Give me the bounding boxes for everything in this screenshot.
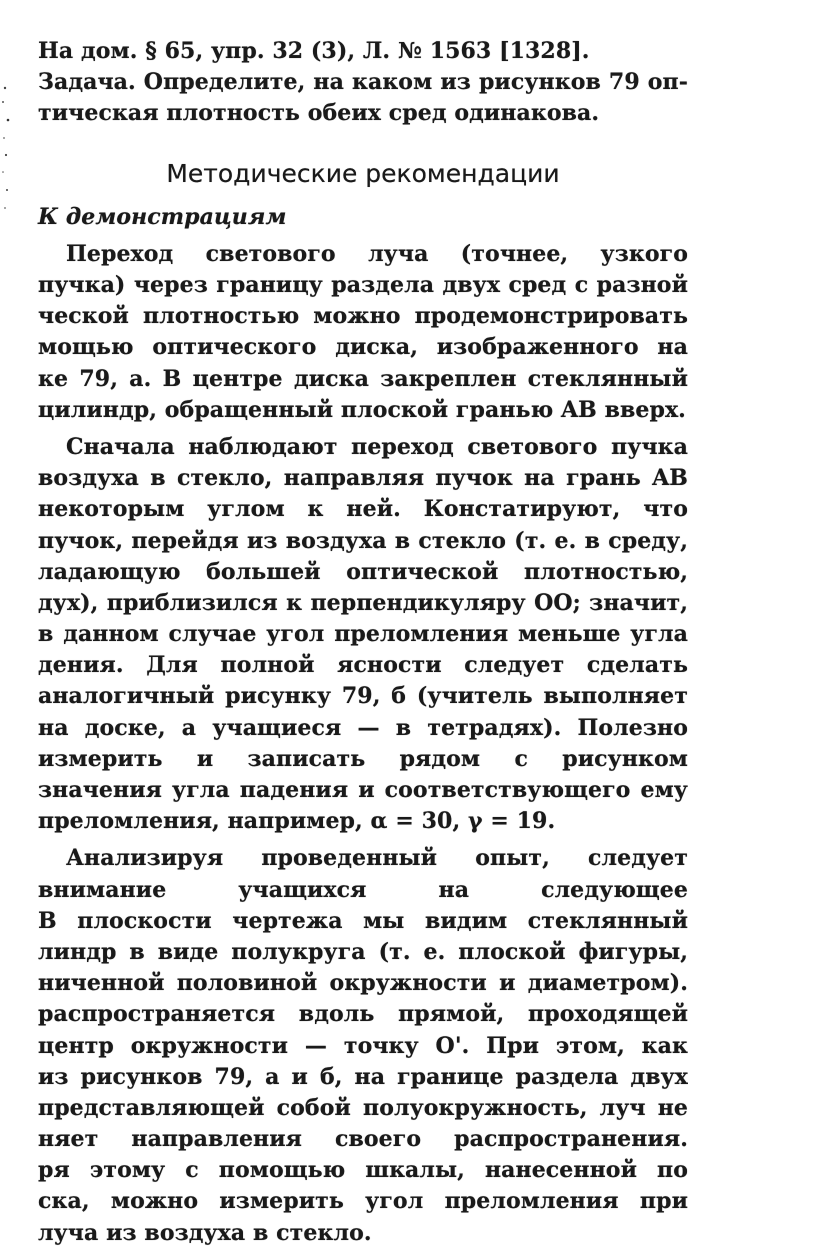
text-line: ладающую большей оптической плотностью,	[38, 558, 688, 585]
text-line: внимание учащихся на следующее	[38, 876, 688, 903]
text-line: Переход светового луча (точнее, узкого	[66, 240, 688, 267]
text-line: ря этому с помощью шкалы, нанесенной по	[38, 1157, 688, 1184]
text-line: цилиндр, обращенный плоской гранью AB вверх.	[38, 396, 686, 423]
text-line: преломления, например, α = 30, γ = 19.	[38, 808, 556, 835]
paragraph-2	[38, 432, 688, 837]
text-line: распространяется вдоль прямой, проходящей	[38, 1001, 688, 1028]
homework-line: На дом. § 65, упр. 32 (3), Л. № 1563 [1328].	[38, 38, 590, 64]
subheading: К демонстрациям	[38, 203, 287, 230]
text-line: значения угла падения и соответствующего ему	[38, 777, 688, 803]
text-line: в данном случае угол преломления меньше угла	[38, 621, 688, 648]
text-line: аналогичный рисунку 79, б (учитель выполняет	[38, 683, 688, 710]
text-line: дения. Для полной ясности следует сделать	[38, 652, 688, 679]
task-block	[38, 67, 688, 129]
text-line: няет направления своего распространения.	[38, 1126, 688, 1153]
text-line: пучок, перейдя из воздуха в стекло (т. е. в среду,	[38, 527, 688, 554]
text-line: В плоскости чертежа мы видим стеклянный	[38, 907, 688, 934]
text-line: ниченной половиной окружности и диаметром).	[38, 970, 688, 997]
text-line: измерить и записать рядом с рисунком	[38, 745, 688, 772]
text-line: из рисунков 79, а и б, на границе раздела двух	[38, 1063, 688, 1090]
paragraph-3	[38, 843, 688, 1248]
document-page	[38, 36, 688, 1249]
text-line: представляющей собой полуокружность, луч не	[38, 1094, 688, 1121]
task-line: тическая плотность обеих сред одинакова.	[38, 100, 600, 127]
text-line: ческой плотностью можно продемонстрировать	[38, 303, 688, 330]
task-line: Задача. Определите, на каком из рисунков 79 оп-	[38, 69, 688, 96]
text-line: ке 79, а. В центре диска закреплен стеклянный	[38, 365, 688, 392]
text-line: пучка) через границу раздела двух сред с разной	[38, 271, 688, 298]
text-line: воздуха в стекло, направляя пучок на грань AB	[38, 465, 688, 492]
scan-artifact	[0, 80, 14, 220]
text-line: мощью оптического диска, изображенного на	[38, 334, 688, 361]
text-line: Анализируя проведенный опыт, следует	[66, 845, 688, 872]
text-line: центр окружности — точку O'. При этом, как	[38, 1032, 688, 1059]
text-line: линдр в виде полукруга (т. е. плоской фигуры,	[38, 938, 688, 965]
text-line: на доске, а учащиеся — в тетрадях). Полезно	[38, 714, 688, 741]
text-line: Сначала наблюдают переход светового пучка	[66, 433, 688, 460]
text-line: ска, можно измерить угол преломления при	[38, 1188, 688, 1215]
text-line: дух), приблизился к перпендикуляру OO; значит,	[38, 589, 688, 616]
text-line: некоторым углом к ней. Констатируют, что	[38, 496, 688, 523]
text-line: луча из воздуха в стекло.	[38, 1219, 372, 1246]
section-heading: Методические рекомендации	[166, 158, 560, 188]
paragraph-1	[38, 239, 688, 426]
